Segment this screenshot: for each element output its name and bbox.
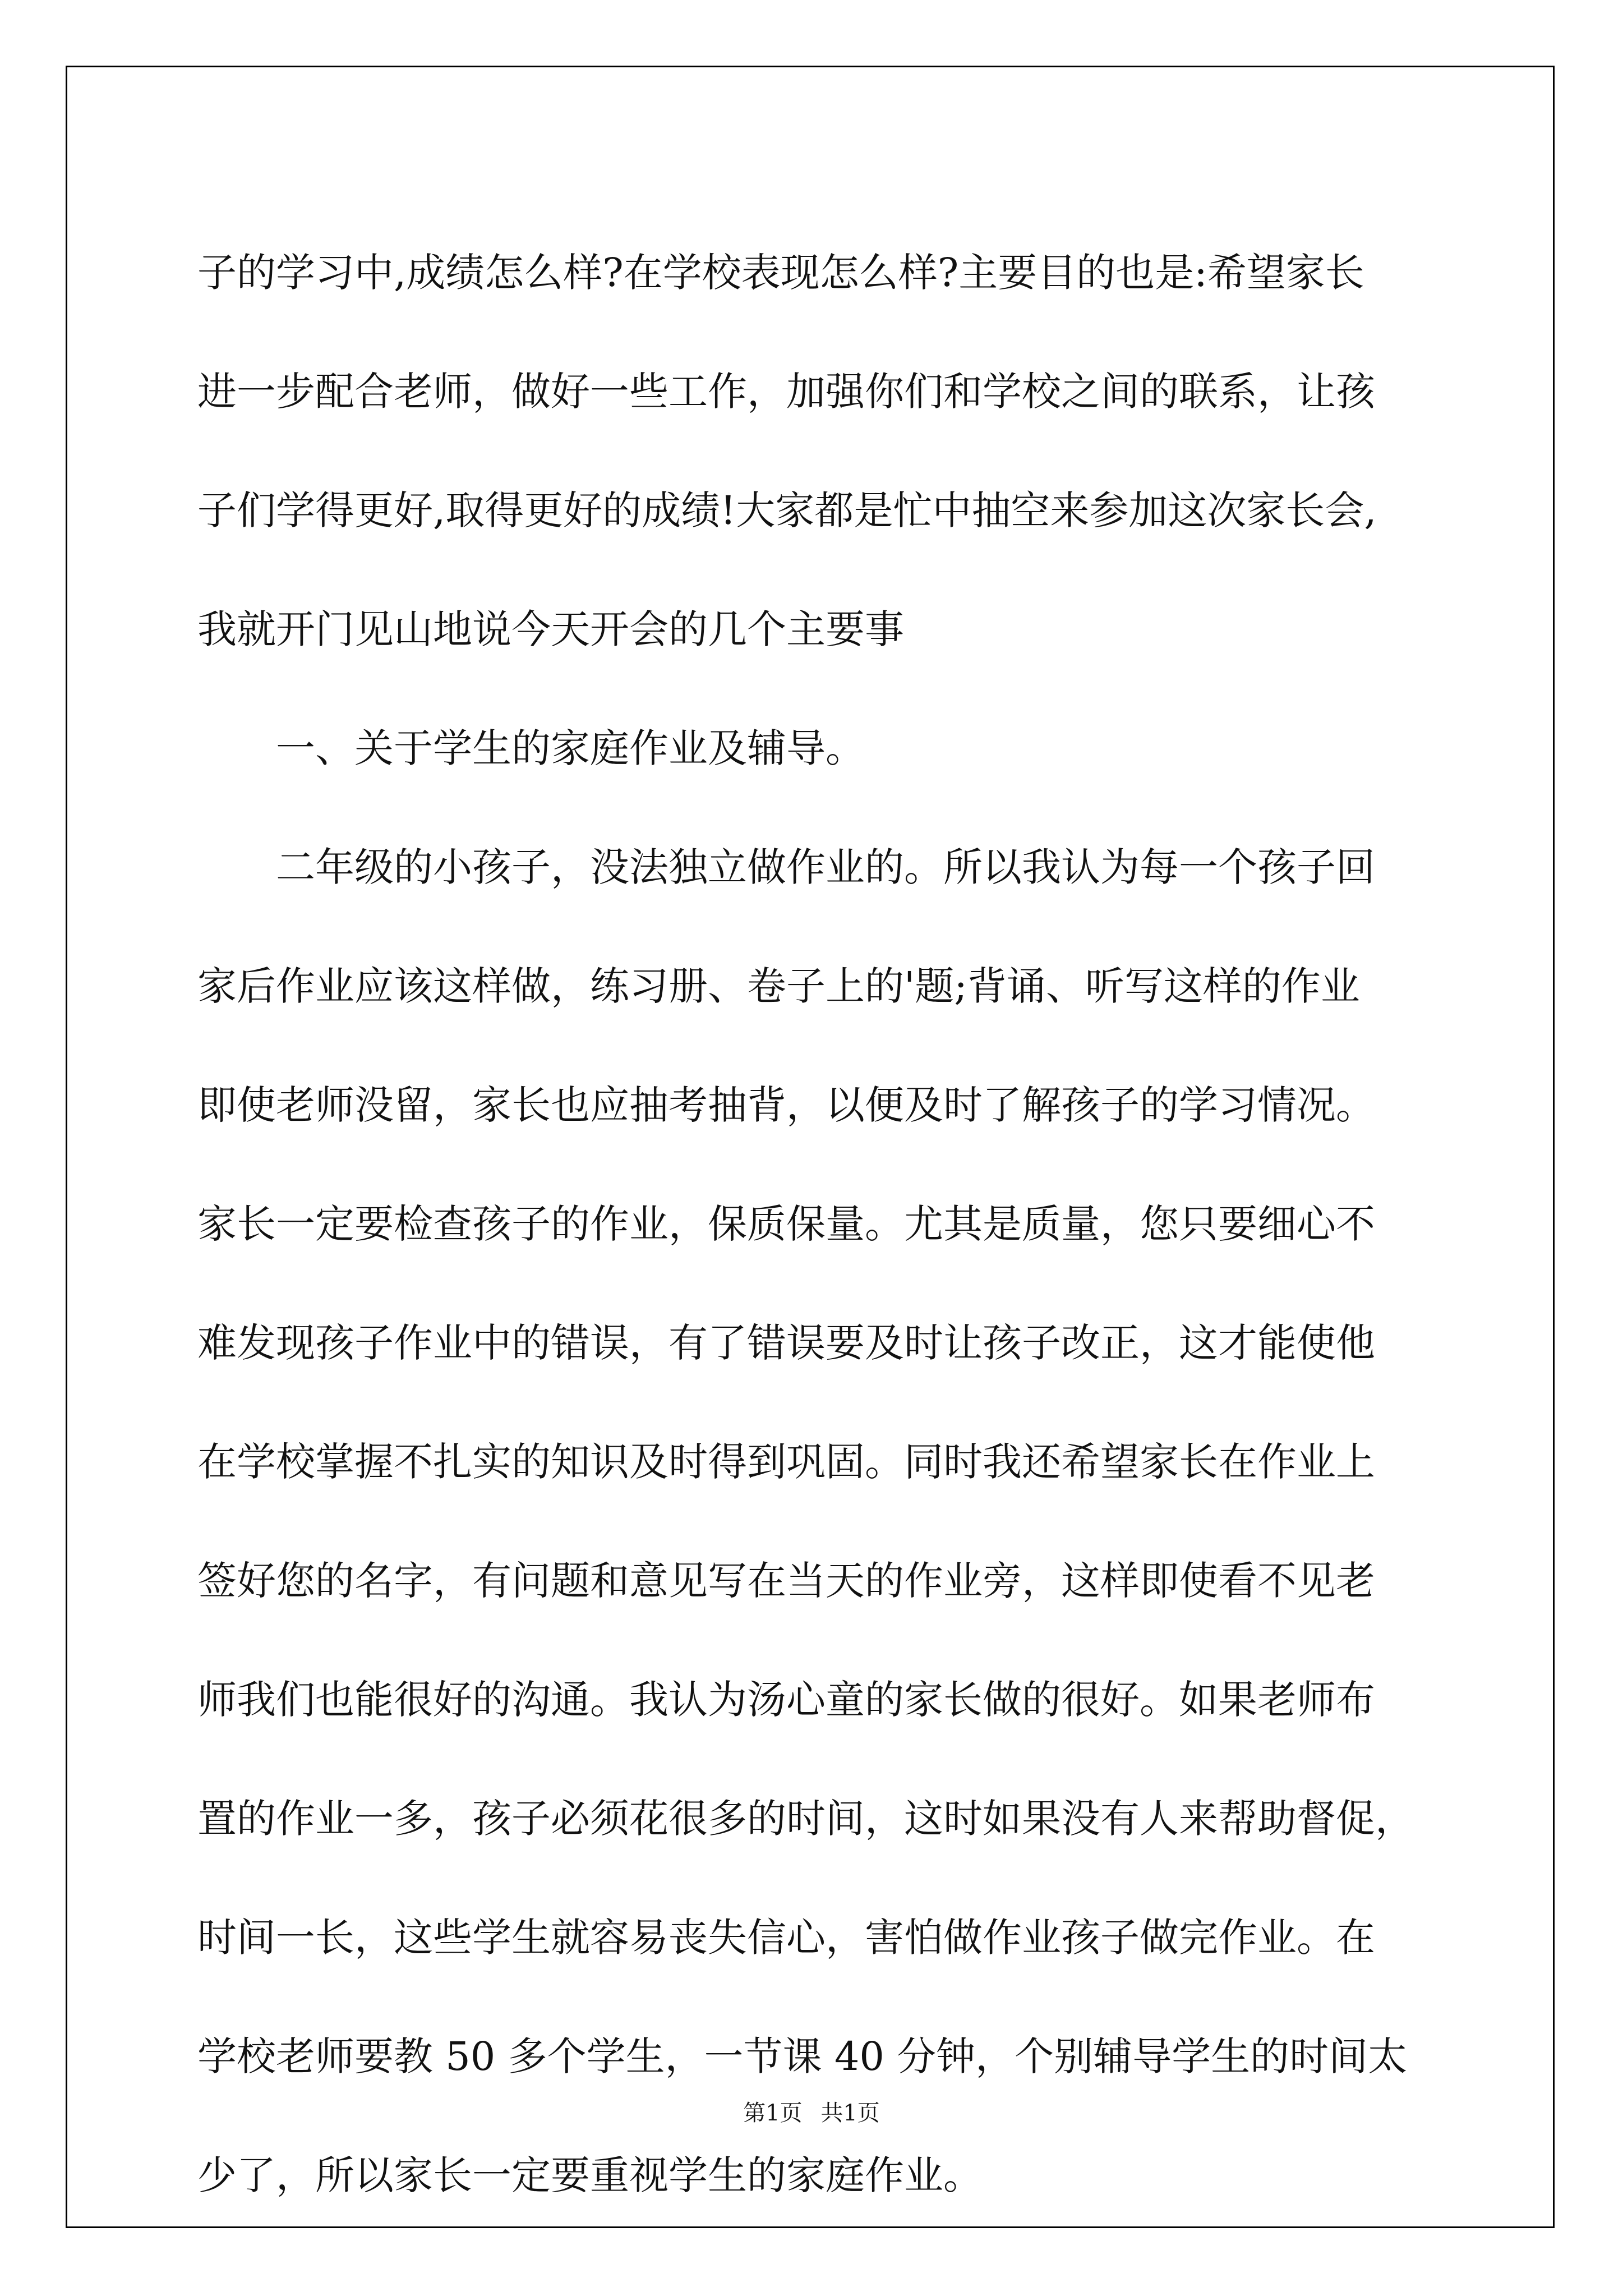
section-heading: 一、关于学生的家庭作业及辅导。 — [197, 725, 865, 771]
text-line: 师我们也能很好的沟通。我认为汤心童的家长做的很好。如果老师布 — [197, 1677, 1375, 1723]
text-line: 难发现孩子作业中的错误，有了错误要及时让孩子改正，这才能使他 — [197, 1320, 1375, 1366]
text-line: 二年级的小孩子，没法独立做作业的。所以我认为每一个孩子回 — [197, 844, 1375, 890]
page-footer — [0, 2095, 1623, 2127]
page-number: 第1页 — [743, 2100, 803, 2126]
text-line: 子的学习中,成绩怎么样?在学校表现怎么样?主要目的也是:希望家长 — [197, 250, 1364, 296]
document-body — [197, 213, 1431, 2235]
page-total: 共1页 — [820, 2100, 880, 2126]
text-line: 学校老师要教 50 多个学生，一节课 40 分钟，个别辅导学生的时间太 — [197, 2033, 1408, 2079]
text-line: 时间一长，这些学生就容易丧失信心，害怕做作业孩子做完作业。在 — [197, 1915, 1375, 1961]
text-line: 签好您的名字，有问题和意见写在当天的作业旁，这样即使看不见老 — [197, 1558, 1375, 1604]
text-line: 家长一定要检查孩子的作业，保质保量。尤其是质量，您只要细心不 — [197, 1201, 1375, 1247]
text-line: 我就开门见山地说今天开会的几个主要事 — [197, 606, 904, 652]
text-line: 进一步配合老师，做好一些工作，加强你们和学校之间的联系，让孩 — [197, 369, 1375, 415]
text-line: 少了，所以家长一定要重视学生的家庭作业。 — [197, 2152, 983, 2198]
text-line: 即使老师没留，家长也应抽考抽背，以便及时了解孩子的学习情况。 — [197, 1082, 1375, 1128]
text-line: 在学校掌握不扎实的知识及时得到巩固。同时我还希望家长在作业上 — [197, 1439, 1375, 1485]
text-line: 子们学得更好,取得更好的成绩!大家都是忙中抽空来参加这次家长会, — [197, 487, 1377, 533]
text-line: 置的作业一多，孩子必须花很多的时间，这时如果没有人来帮助督促， — [197, 1796, 1414, 1842]
text-line: 家后作业应该这样做，练习册、卷子上的'题;背诵、听写这样的作业 — [197, 963, 1360, 1009]
